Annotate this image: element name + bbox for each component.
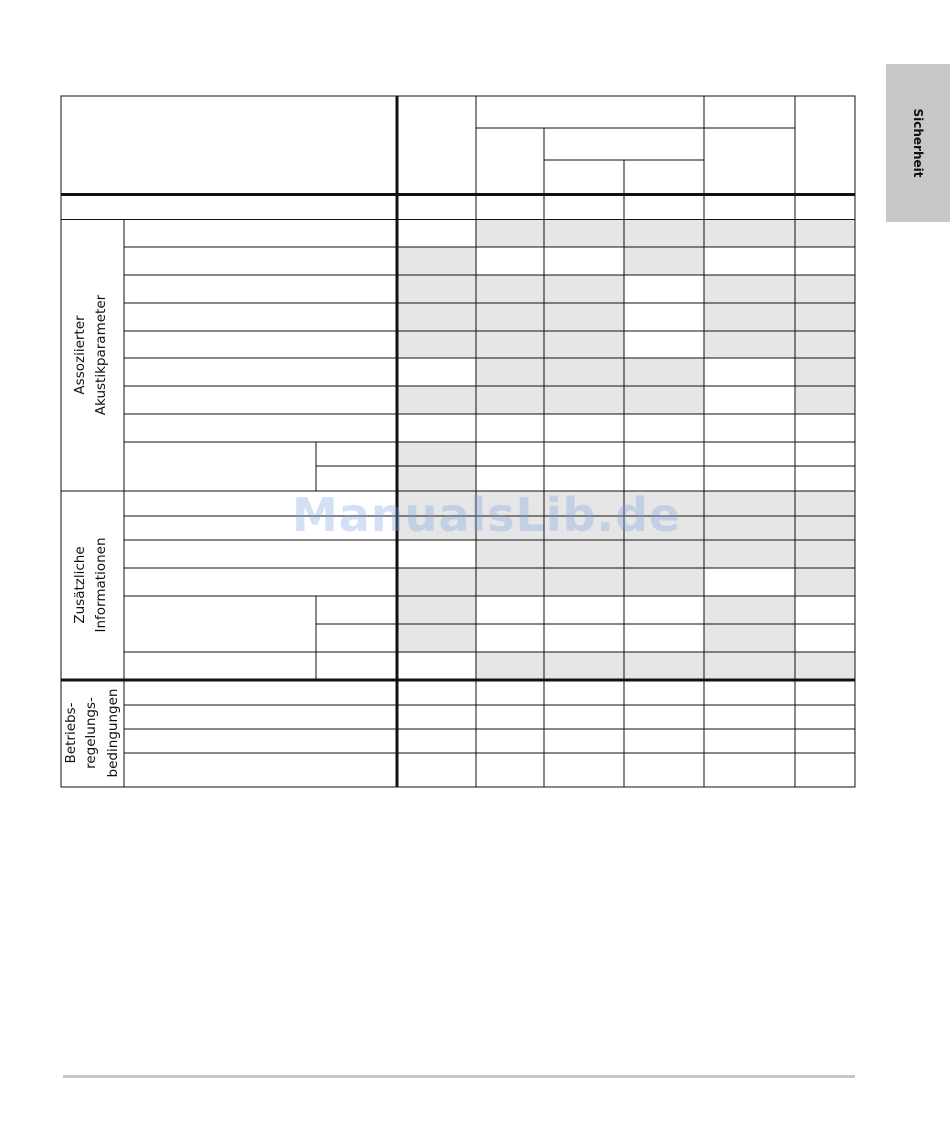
group-label-acoustic-line1: Assoziierter [72,315,88,395]
group-label-acoustic [72,294,109,415]
shaded-cell [795,358,855,386]
shaded-cell [398,247,476,275]
group-label-additional [72,537,109,632]
section-tab-label: Sicherheit [911,108,925,178]
group-label-additional-line1: Zusätzliche [72,546,88,624]
footer-divider [63,1075,855,1078]
shaded-cell [476,652,855,680]
group-label-additional-line2: Informationen [93,537,109,633]
watermark: ManualsLib.de [292,488,682,542]
group-label-operating-line3: bedingungen [105,688,121,778]
shaded-cell [398,386,704,414]
shaded-cell [795,568,855,596]
table-grid-lines [61,96,855,787]
shaded-cell [795,386,855,414]
shaded-cell [624,247,704,275]
shaded-cell [476,358,704,386]
group-label-operating [63,689,121,778]
group-label-acoustic-line2: Akustikparameter [93,294,109,416]
shaded-cell [476,540,855,568]
shaded-cell [398,568,704,596]
group-label-operating-line2: regelungs- [83,697,99,769]
shaded-cell [476,220,855,247]
shaded-cells [398,220,855,680]
shaded-cell [704,275,855,358]
shaded-cell [398,275,624,358]
group-label-operating-line1: Betriebs- [63,702,79,764]
